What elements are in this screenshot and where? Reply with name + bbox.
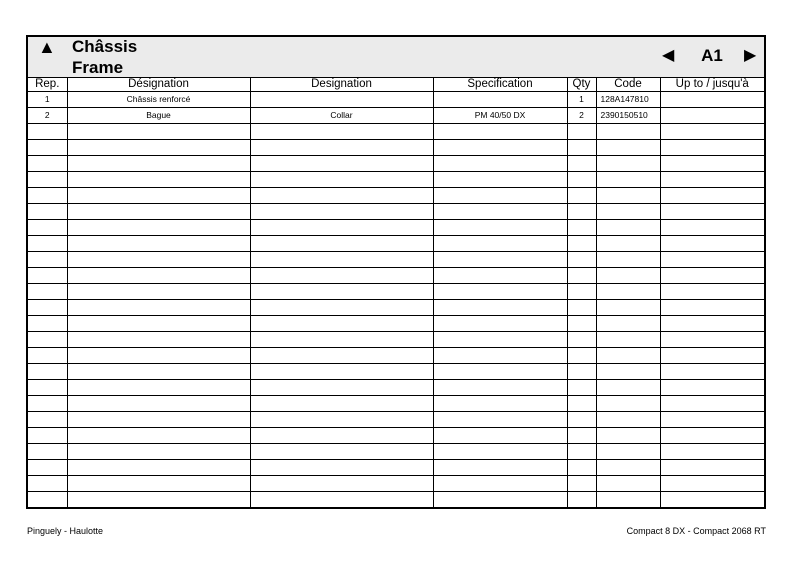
table-row (28, 492, 764, 508)
cell-code (596, 316, 660, 332)
cell-designation-en (250, 364, 433, 380)
cell-specification (433, 140, 567, 156)
cell-designation-fr: Châssis renforcé (67, 92, 250, 108)
cell-up-to (660, 284, 764, 300)
cell-rep (28, 428, 67, 444)
cell-designation-fr (67, 284, 250, 300)
table-row (28, 364, 764, 380)
cell-rep (28, 252, 67, 268)
cell-rep (28, 172, 67, 188)
cell-qty (567, 204, 596, 220)
cell-rep (28, 284, 67, 300)
cell-rep (28, 316, 67, 332)
cell-code (596, 124, 660, 140)
table-row (28, 380, 764, 396)
table-row (28, 172, 764, 188)
cell-qty (567, 284, 596, 300)
cell-up-to (660, 108, 764, 124)
cell-up-to (660, 412, 764, 428)
cell-code (596, 332, 660, 348)
cell-rep (28, 396, 67, 412)
cell-designation-en (250, 348, 433, 364)
cell-rep (28, 460, 67, 476)
cell-code (596, 284, 660, 300)
cell-designation-en (250, 236, 433, 252)
cell-specification (433, 428, 567, 444)
cell-designation-fr (67, 220, 250, 236)
cell-code (596, 300, 660, 316)
cell-qty (567, 348, 596, 364)
cell-qty (567, 332, 596, 348)
cell-up-to (660, 188, 764, 204)
table-row (28, 140, 764, 156)
cell-designation-en: Collar (250, 108, 433, 124)
table-row (28, 268, 764, 284)
table-row (28, 444, 764, 460)
cell-designation-en (250, 124, 433, 140)
cell-up-to (660, 204, 764, 220)
table-row (28, 348, 764, 364)
cell-code (596, 188, 660, 204)
table-row (28, 204, 764, 220)
sheet-header (28, 37, 764, 78)
cell-up-to (660, 460, 764, 476)
cell-code (596, 236, 660, 252)
cell-qty (567, 428, 596, 444)
cell-specification: PM 40/50 DX (433, 108, 567, 124)
cell-rep (28, 204, 67, 220)
cell-designation-fr (67, 444, 250, 460)
cell-designation-fr (67, 380, 250, 396)
cell-code (596, 140, 660, 156)
cell-up-to (660, 428, 764, 444)
cell-designation-en (250, 252, 433, 268)
cell-rep (28, 412, 67, 428)
cell-designation-fr (67, 476, 250, 492)
cell-specification (433, 172, 567, 188)
table-row (28, 284, 764, 300)
cell-designation-en (250, 460, 433, 476)
cell-qty (567, 300, 596, 316)
cell-designation-fr (67, 188, 250, 204)
column-header-up-to: Up to / jusqu'à (660, 77, 764, 92)
cell-code (596, 380, 660, 396)
cell-up-to (660, 140, 764, 156)
cell-specification (433, 476, 567, 492)
cell-designation-fr (67, 460, 250, 476)
parts-table (28, 77, 764, 508)
table-row (28, 236, 764, 252)
next-page-icon[interactable]: ▶ (744, 47, 757, 64)
cell-qty: 1 (567, 92, 596, 108)
cell-rep (28, 188, 67, 204)
cell-specification (433, 492, 567, 508)
cell-up-to (660, 300, 764, 316)
cell-specification (433, 268, 567, 284)
cell-designation-en (250, 300, 433, 316)
table-header-row (28, 77, 764, 92)
cell-designation-fr (67, 140, 250, 156)
cell-rep: 1 (28, 92, 67, 108)
cell-specification (433, 92, 567, 108)
cell-rep (28, 268, 67, 284)
cell-qty (567, 396, 596, 412)
cell-designation-en (250, 92, 433, 108)
table-row (28, 332, 764, 348)
cell-rep (28, 156, 67, 172)
table-row (28, 188, 764, 204)
cell-code (596, 220, 660, 236)
previous-page-icon[interactable]: ◀ (662, 47, 675, 64)
cell-qty (567, 124, 596, 140)
cell-qty (567, 476, 596, 492)
cell-designation-en (250, 204, 433, 220)
cell-specification (433, 364, 567, 380)
cell-specification (433, 236, 567, 252)
cell-specification (433, 124, 567, 140)
cell-designation-fr (67, 332, 250, 348)
cell-specification (433, 188, 567, 204)
cell-up-to (660, 92, 764, 108)
up-arrow-icon[interactable]: ▲ (38, 37, 56, 57)
cell-designation-fr (67, 492, 250, 508)
cell-qty (567, 444, 596, 460)
cell-code: 128A147810 (596, 92, 660, 108)
column-header-qty: Qty (567, 77, 596, 92)
cell-qty (567, 188, 596, 204)
cell-code (596, 460, 660, 476)
cell-qty (567, 236, 596, 252)
table-row (28, 108, 764, 124)
cell-up-to (660, 364, 764, 380)
cell-qty (567, 252, 596, 268)
cell-designation-fr: Bague (67, 108, 250, 124)
cell-qty (567, 316, 596, 332)
cell-designation-fr (67, 172, 250, 188)
cell-designation-fr (67, 428, 250, 444)
cell-designation-en (250, 476, 433, 492)
title-english: Frame (72, 58, 124, 77)
table-row (28, 412, 764, 428)
cell-rep (28, 124, 67, 140)
cell-qty (567, 156, 596, 172)
cell-specification (433, 348, 567, 364)
cell-up-to (660, 380, 764, 396)
cell-designation-fr (67, 236, 250, 252)
cell-qty (567, 172, 596, 188)
cell-qty (567, 220, 596, 236)
cell-qty (567, 364, 596, 380)
cell-code (596, 428, 660, 444)
cell-designation-en (250, 188, 433, 204)
cell-rep (28, 300, 67, 316)
cell-specification (433, 396, 567, 412)
cell-designation-en (250, 444, 433, 460)
cell-specification (433, 460, 567, 476)
cell-rep (28, 492, 67, 508)
cell-rep (28, 476, 67, 492)
cell-code (596, 364, 660, 380)
table-row (28, 316, 764, 332)
cell-qty (567, 380, 596, 396)
table-row (28, 220, 764, 236)
cell-designation-fr (67, 124, 250, 140)
cell-up-to (660, 124, 764, 140)
cell-code: 2390150510 (596, 108, 660, 124)
cell-qty (567, 460, 596, 476)
cell-designation-fr (67, 316, 250, 332)
cell-qty (567, 412, 596, 428)
cell-up-to (660, 476, 764, 492)
cell-up-to (660, 268, 764, 284)
cell-designation-en (250, 492, 433, 508)
cell-up-to (660, 220, 764, 236)
column-header-code: Code (596, 77, 660, 92)
cell-designation-fr (67, 268, 250, 284)
column-header-designation-fr: Désignation (67, 77, 250, 92)
table-row (28, 124, 764, 140)
cell-designation-fr (67, 252, 250, 268)
cell-qty (567, 140, 596, 156)
cell-designation-en (250, 380, 433, 396)
cell-designation-fr (67, 348, 250, 364)
cell-designation-en (250, 316, 433, 332)
cell-rep (28, 140, 67, 156)
cell-up-to (660, 316, 764, 332)
table-row (28, 428, 764, 444)
cell-specification (433, 252, 567, 268)
title-french: Châssis (72, 37, 138, 56)
cell-code (596, 476, 660, 492)
cell-qty (567, 268, 596, 284)
cell-specification (433, 156, 567, 172)
cell-up-to (660, 348, 764, 364)
table-row (28, 476, 764, 492)
cell-up-to (660, 156, 764, 172)
cell-designation-en (250, 268, 433, 284)
cell-designation-fr (67, 412, 250, 428)
cell-designation-fr (67, 300, 250, 316)
cell-up-to (660, 444, 764, 460)
table-body (28, 92, 764, 508)
cell-code (596, 156, 660, 172)
cell-designation-en (250, 140, 433, 156)
cell-code (596, 268, 660, 284)
cell-specification (433, 412, 567, 428)
table-row (28, 92, 764, 108)
cell-designation-fr (67, 364, 250, 380)
table-row (28, 396, 764, 412)
footer-manufacturer: Pinguely - Haulotte (27, 526, 104, 536)
cell-up-to (660, 172, 764, 188)
cell-up-to (660, 396, 764, 412)
cell-rep: 2 (28, 108, 67, 124)
cell-rep (28, 380, 67, 396)
cell-rep (28, 332, 67, 348)
cell-designation-en (250, 156, 433, 172)
cell-designation-en (250, 284, 433, 300)
cell-code (596, 252, 660, 268)
page-navigation (654, 46, 764, 66)
table-row (28, 252, 764, 268)
cell-specification (433, 220, 567, 236)
cell-code (596, 492, 660, 508)
cell-up-to (660, 236, 764, 252)
table-row (28, 300, 764, 316)
cell-rep (28, 364, 67, 380)
cell-rep (28, 444, 67, 460)
cell-up-to (660, 252, 764, 268)
cell-code (596, 396, 660, 412)
column-header-designation-en: Designation (250, 77, 433, 92)
cell-designation-en (250, 220, 433, 236)
cell-specification (433, 332, 567, 348)
footer-models: Compact 8 DX - Compact 2068 RT (626, 526, 766, 536)
cell-specification (433, 380, 567, 396)
parts-sheet (26, 35, 766, 509)
cell-code (596, 412, 660, 428)
table-row (28, 156, 764, 172)
cell-up-to (660, 332, 764, 348)
cell-designation-en (250, 172, 433, 188)
cell-designation-en (250, 396, 433, 412)
cell-designation-en (250, 412, 433, 428)
cell-code (596, 204, 660, 220)
cell-up-to (660, 492, 764, 508)
cell-specification (433, 204, 567, 220)
cell-qty: 2 (567, 108, 596, 124)
cell-qty (567, 492, 596, 508)
cell-designation-fr (67, 396, 250, 412)
cell-rep (28, 220, 67, 236)
cell-specification (433, 316, 567, 332)
column-header-rep: Rep. (28, 77, 67, 92)
page-label: A1 (701, 46, 723, 65)
cell-specification (433, 300, 567, 316)
cell-designation-fr (67, 204, 250, 220)
cell-designation-en (250, 332, 433, 348)
cell-code (596, 348, 660, 364)
cell-specification (433, 284, 567, 300)
cell-code (596, 172, 660, 188)
cell-rep (28, 236, 67, 252)
cell-code (596, 444, 660, 460)
table-row (28, 460, 764, 476)
column-header-specification: Specification (433, 77, 567, 92)
cell-designation-en (250, 428, 433, 444)
cell-rep (28, 348, 67, 364)
cell-designation-fr (67, 156, 250, 172)
cell-specification (433, 444, 567, 460)
